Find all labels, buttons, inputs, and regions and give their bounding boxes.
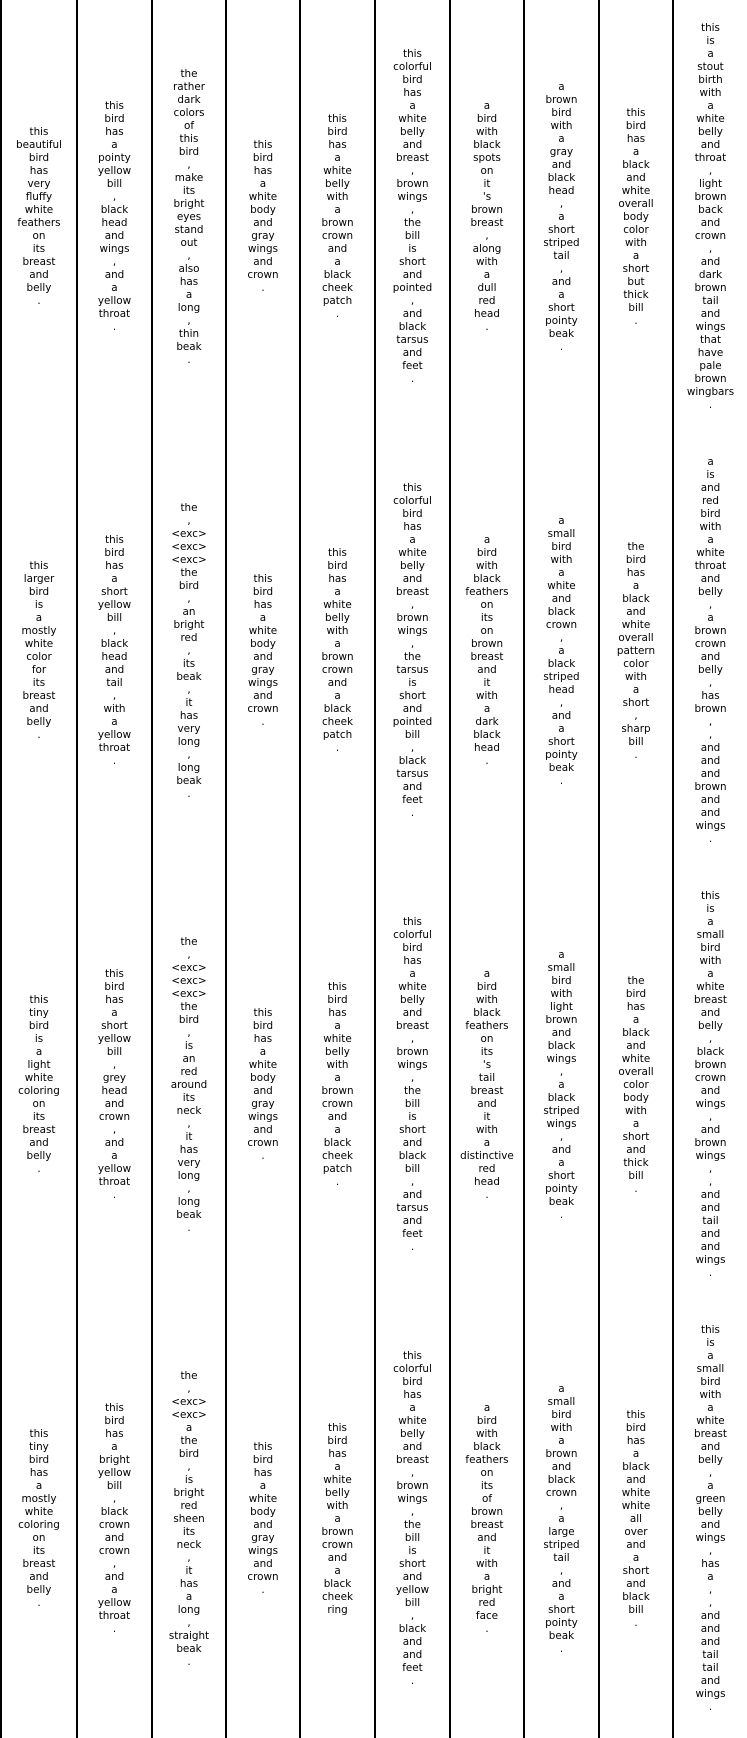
caption-cell: [600, 1302, 672, 1736]
caption-cell: [301, 434, 374, 868]
caption-text: this bird has a white belly with a brown crown and a black cheek ring: [321, 1421, 354, 1616]
caption-cell: [227, 1302, 299, 1736]
caption-text: a small bird with a white and black crown , a black striped head , and a short pointy beak .: [543, 514, 580, 787]
caption-text: the rather dark colors of this bird , make its bright eyes stand out , also has a long , thin beak .: [173, 67, 205, 366]
caption-text: the , <exc> <exc> <exc> the bird , is an red around its neck , it has very long , long beak .: [170, 935, 208, 1234]
caption-cell: [153, 1302, 225, 1736]
caption-text: this bird has a white body and gray wings and crown .: [247, 139, 279, 294]
caption-column: [301, 0, 376, 1738]
caption-column: [2, 0, 78, 1738]
caption-text: this colorful bird has a white belly and breast , brown wings , the bill is short and black bill , and tarsus and feet .: [393, 916, 432, 1253]
caption-cell: [600, 868, 672, 1302]
caption-text: the , <exc> <exc> <exc> the bird , an bright red , its beak , it has very long , long beak .: [171, 501, 207, 800]
caption-cell: [227, 868, 299, 1302]
caption-text: this colorful bird has a white belly and breast , brown wings , the bill is short and pointed , and black tarsus and feet .: [392, 48, 433, 385]
caption-cell: [78, 434, 151, 868]
caption-cell: [525, 868, 598, 1302]
caption-text: the bird has a black and white overall pattern color with a short , sharp bill .: [616, 540, 656, 761]
caption-cell: [78, 1302, 151, 1736]
caption-cell: [78, 0, 151, 434]
caption-text: this colorful bird has a white belly and breast , brown wings , the bill is short and yellow bill , black and and feet .: [393, 1350, 432, 1687]
caption-column: [525, 0, 600, 1738]
caption-text: this colorful bird has a white belly and breast , brown wings , the tarsus is short and pointed bill , black tarsus and feet .: [392, 482, 433, 819]
caption-column: [227, 0, 301, 1738]
caption-column: [376, 0, 451, 1738]
caption-text: this bird has a white body and gray wings and crown .: [247, 573, 279, 728]
caption-cell: [376, 868, 449, 1302]
caption-cell: [78, 868, 151, 1302]
caption-column: [451, 0, 525, 1738]
caption-cell: [525, 1302, 598, 1736]
caption-text: the , <exc> <exc> a the bird , is bright red sheen its neck , it has a long , straight beak .: [168, 1369, 210, 1668]
caption-text: this bird has a bright yellow bill , black crown and crown , and a yellow throat .: [97, 1402, 132, 1635]
caption-cell: [376, 434, 449, 868]
caption-text: a bird with black spots on it 's brown breast , along with a dull red head .: [470, 100, 504, 333]
caption-cell: [301, 0, 374, 434]
caption-cell: [451, 1302, 523, 1736]
caption-text: this bird has a short yellow bill , grey head and crown , and a yellow throat .: [97, 968, 132, 1201]
caption-cell: [301, 868, 374, 1302]
caption-cell: [376, 1302, 449, 1736]
caption-column: [600, 0, 674, 1738]
caption-cell: [525, 434, 598, 868]
caption-text: a bird with black feathers on its 's tail breast and it with a distinctive red head .: [460, 968, 514, 1201]
caption-cell: [227, 0, 299, 434]
caption-text: this bird has a white body and gray wings and crown .: [247, 1007, 279, 1162]
caption-cell: [2, 1302, 76, 1736]
caption-text: a small bird with light brown and black wings , a black striped wings , and a short pointy beak .: [543, 948, 580, 1221]
caption-cell: [376, 0, 449, 434]
caption-cell: [451, 434, 523, 868]
caption-text: this tiny bird has a mostly white coloring on its breast and belly .: [18, 1428, 60, 1609]
caption-text: this bird has a white belly with a brown crown and a black cheek patch .: [321, 547, 354, 754]
caption-text: this bird has a black and white white all over and a short and black bill .: [621, 1408, 651, 1629]
caption-text: this tiny bird is a light white coloring on its breast and belly .: [18, 994, 60, 1175]
caption-cell: [2, 868, 76, 1302]
caption-cell: [227, 434, 299, 868]
caption-text: this bird has a short yellow bill , black head and tail , with a yellow throat .: [97, 534, 132, 767]
caption-text: this larger bird is a mostly white color for its breast and belly .: [21, 560, 57, 741]
caption-cell: [600, 0, 672, 434]
caption-text: this is a small bird with a white breast and belly , a green belly and wings , has a , , and and and tail tail and wings .: [694, 1324, 727, 1713]
caption-cell: [301, 1302, 374, 1736]
caption-text: this bird has a white belly with a brown crown and a black cheek patch .: [321, 113, 354, 320]
caption-cell: [451, 868, 523, 1302]
caption-cell: [674, 434, 747, 868]
caption-cell: [674, 868, 747, 1302]
caption-cell: [2, 434, 76, 868]
caption-text: a is and red bird with a white throat and belly , a brown crown and belly , has brown , , and and and brown and and wings .: [694, 456, 727, 845]
caption-text: this bird has a black and white overall body color with a short but thick bill .: [618, 106, 654, 327]
caption-cell: [153, 434, 225, 868]
caption-cell: [525, 0, 598, 434]
caption-text: this is a stout birth with a white belly and throat , light brown back and crown , and dark brown tail and wings that have pale brown wingbars .: [686, 22, 735, 411]
caption-column: [153, 0, 227, 1738]
caption-text: a brown bird with a gray and black head , a short striped tail , and a short pointy beak .: [543, 80, 580, 353]
caption-cell: [153, 868, 225, 1302]
caption-text: a small bird with a brown and black crown , a large striped tail , and a short pointy beak .: [543, 1382, 580, 1655]
caption-column: [78, 0, 153, 1738]
caption-cell: [674, 1302, 747, 1736]
caption-cell: [153, 0, 225, 434]
caption-text: this bird has a pointy yellow bill , black head and wings , and a yellow throat .: [97, 100, 132, 333]
caption-text: the bird has a black and white overall color body with a short and thick bill .: [618, 974, 654, 1195]
caption-cell: [2, 0, 76, 434]
caption-cell: [674, 0, 747, 434]
caption-text: this is a small bird with a white breast and belly , black brown crown and wings , and brown wings , , and and tail and and wings .: [694, 890, 727, 1279]
caption-column: [674, 0, 747, 1738]
caption-text: this bird has a white body and gray wings and crown .: [247, 1441, 279, 1596]
caption-cell: [451, 0, 523, 434]
caption-text: a bird with black feathers on its on brown breast and it with a dark black head .: [465, 534, 509, 767]
caption-text: this bird has a white belly with a brown crown and a black cheek patch .: [321, 981, 354, 1188]
caption-text: a bird with black feathers on its of brown breast and it with a bright red face .: [465, 1402, 509, 1635]
caption-text: this beautiful bird has very fluffy white feathers on its breast and belly .: [15, 126, 63, 307]
caption-cell: [600, 434, 672, 868]
